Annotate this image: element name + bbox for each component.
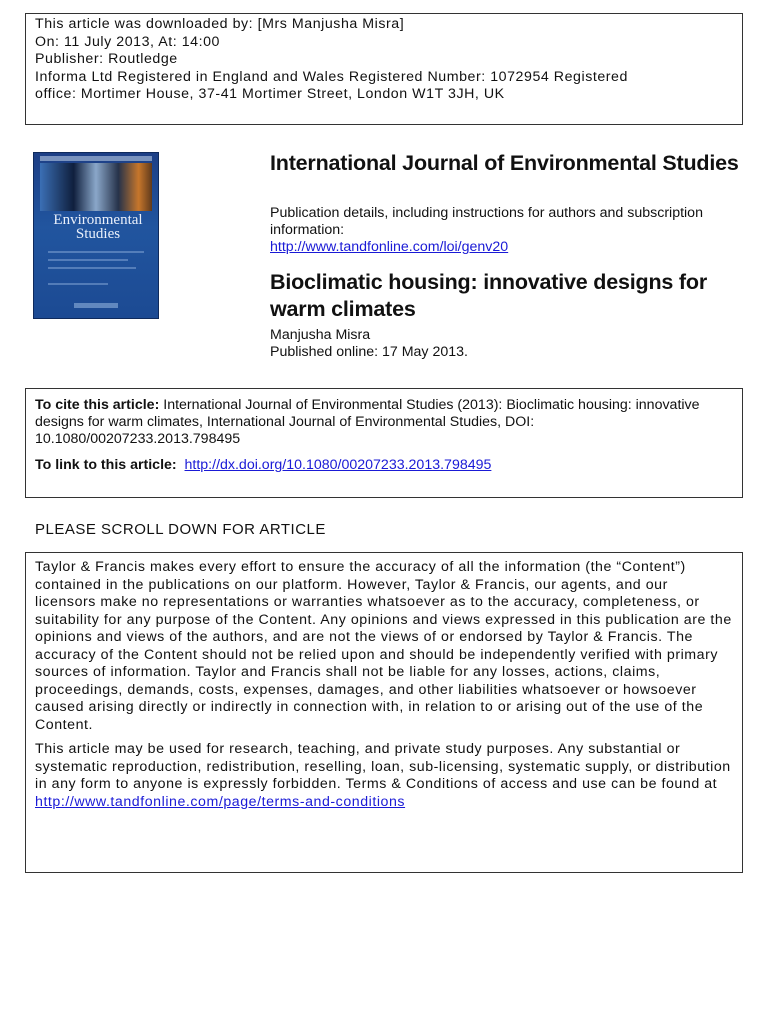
publisher-line: Publisher: Routledge <box>35 51 178 67</box>
journal-cover-image <box>33 152 159 319</box>
citation-box <box>25 388 743 498</box>
download-date-line: On: 11 July 2013, At: 14:00 <box>35 33 220 50</box>
journal-title: International Journal of Environmental Studies <box>270 151 739 175</box>
article-title: Bioclimatic housing: innovative designs for warm climates <box>270 270 707 321</box>
office-line: office: Mortimer House, 37-41 Mortimer Street, London W1T 3JH, UK <box>35 86 505 102</box>
cite-body: International Journal of Environmental Studies (2013): Bioclimatic housing: innovative designs for warm climates, International Journal of Environmental Studies, DOI: 10.1080/00207233.2013.798495 <box>35 397 700 447</box>
doi-link[interactable]: http://dx.doi.org/10.1080/00207233.2013.798495 <box>184 457 492 473</box>
downloaded-by-line: This article was downloaded by: [Mrs Manjusha Misra] <box>35 16 405 32</box>
scroll-notice: PLEASE SCROLL DOWN FOR ARTICLE <box>35 521 326 538</box>
disclaimer-paragraph: Taylor & Francis makes every effort to ensure the accuracy of all the information (the “Content”) contained in the publications on our platform. However, Taylor & Francis, our agents, and our licensors make no representations or warranties whatsoever as to the accuracy, completeness, or suitability for any purpose of the Content. Any opinions and views expressed in this publication are the opinions and views of the authors, and are not the views of or endorsed by Taylor & Francis. The accuracy of the Content should not be relied upon and should be independently verified with primary sources of information. Taylor and Francis shall not be liable for any losses, actions, claims, proceedings, demands, costs, expenses, damages, and other liabilities whatsoever or howsoever caused arising directly or indirectly in connection with, in relation to or arising out of the use of the Content. <box>35 559 732 733</box>
link-label: To link to this article: <box>35 457 177 473</box>
author-name: Manjusha Misra <box>270 327 371 343</box>
download-info-box <box>25 13 743 125</box>
registration-line: Informa Ltd Registered in England and Wales Registered Number: 1072954 Registered <box>35 68 628 85</box>
cover-photo <box>40 163 152 211</box>
disclaimer-box <box>25 552 743 873</box>
article-link-line <box>35 457 733 474</box>
usage-paragraph: This article may be used for research, teaching, and private study purposes. Any substantial or systematic reproduction, redistribution, reselling, loan, sub-licensing, systematic supply, or distribution in any form to anyone is expressly forbidden. Terms & Conditions of access and use can be found at http://www.tandfonline.com/page/terms-and-conditions <box>35 741 731 810</box>
journal-url-link[interactable]: http://www.tandfonline.com/loi/genv20 <box>270 239 509 255</box>
citation-text <box>35 397 733 448</box>
published-date: Published online: 17 May 2013. <box>270 344 468 360</box>
cover-publisher-logo <box>74 303 118 308</box>
cite-label: To cite this article: <box>35 397 160 413</box>
cover-title: Environmental Studies <box>53 212 143 242</box>
publication-details: Publication details, including instructions for authors and subscription information: http://www.tandfonline.com/loi/genv20 <box>270 205 703 255</box>
terms-link[interactable]: http://www.tandfonline.com/page/terms-and-conditions <box>35 793 406 810</box>
